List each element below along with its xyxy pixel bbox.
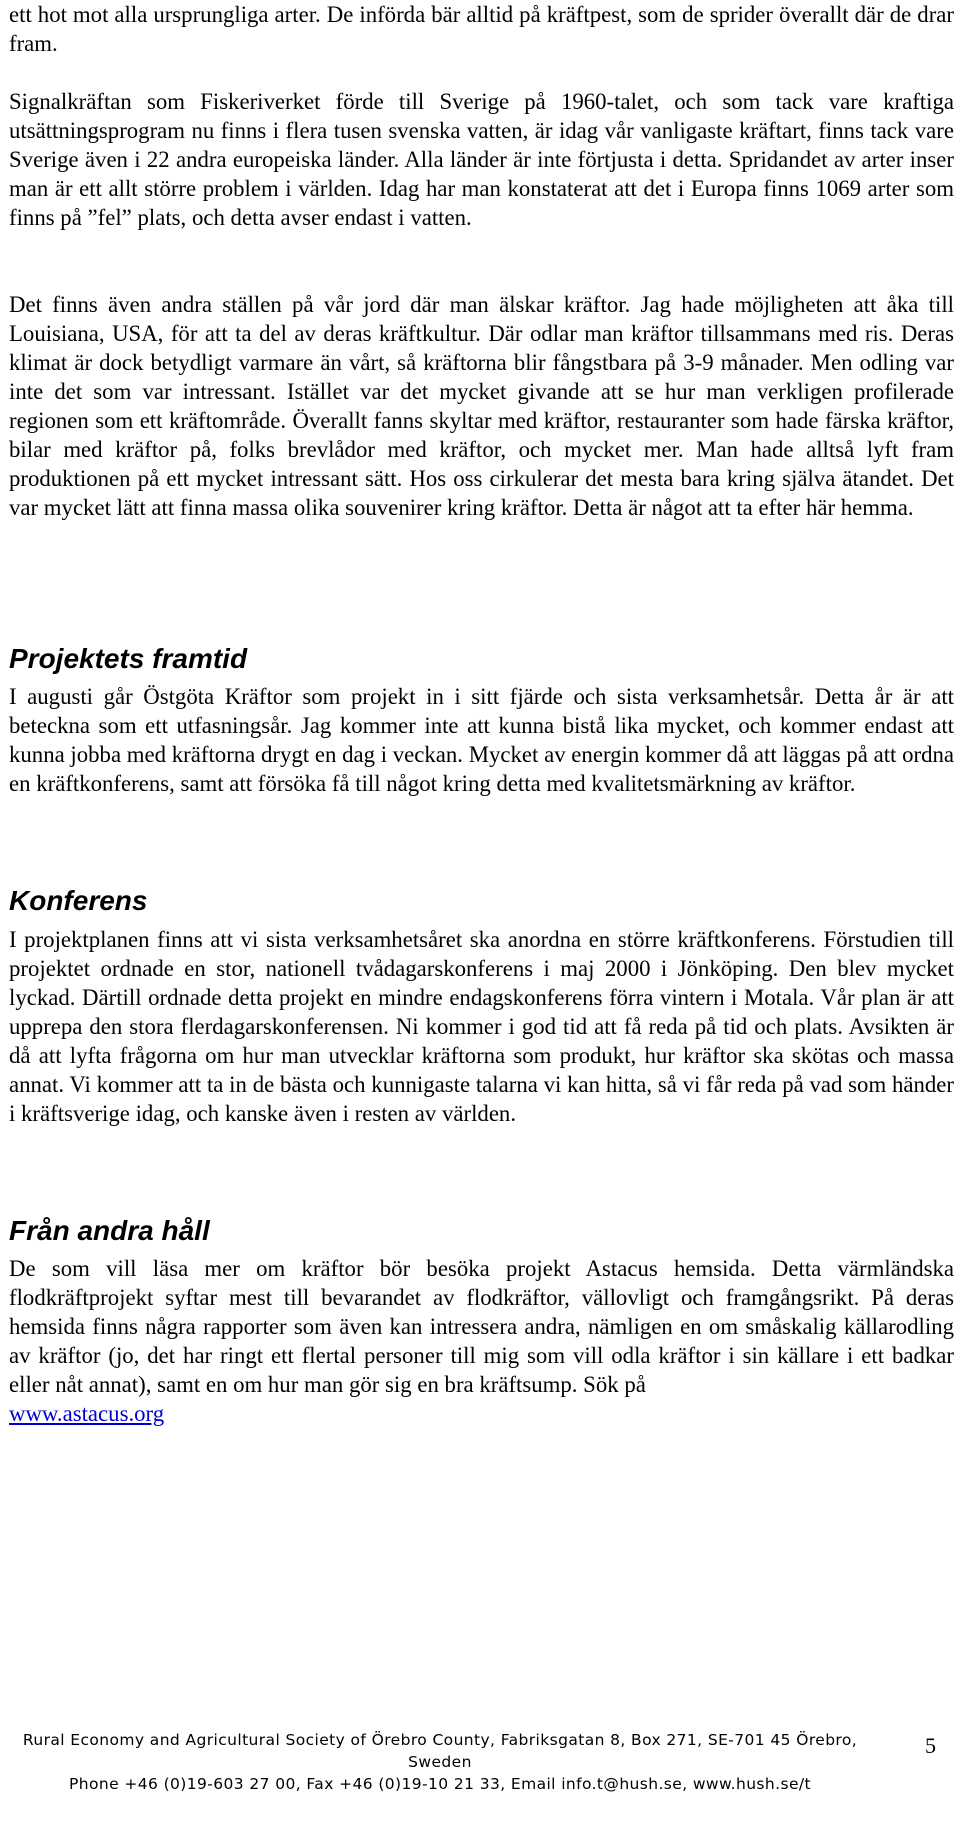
footer-contact: Phone +46 (0)19-603 27 00, Fax +46 (0)19-10 21 33, Email info.t@hush.se, www.hush.se/t xyxy=(69,1775,811,1793)
footer-address: Rural Economy and Agricultural Society of Örebro County, Fabriksgatan 8, Box 271, SE-701 45 Örebro, Sweden xyxy=(22,1731,858,1771)
paragraph-text: ett hot mot alla ursprungliga arter. De införda bär alltid på kräftpest, som de sprider överallt där de drar fram. xyxy=(9,2,954,56)
paragraph-text: Det finns även andra ställen på vår jord där man älskar kräftor. Jag hade möjligheten att åka till Louisiana, USA, för att ta del av deras kräftkultur. Där odlar man kräftor tillsammans med ris. Deras klimat är dock betydligt varmare än vårt, så kräftorna blir fångstbara på 3-9 månader. Men odling var inte det som var intressant. Istället var det mycket givande att se hur man verkligen profilerade regionen som ett kräftområde. Överallt fanns skyltar med kräftor, restauranter som hade färska kräftor, bilar med kräftor på, folks brevlådor med kräftor, och mycket mer. Man hade alltså lyft fram produktionen på ett mycket intressant sätt. Hos oss cirkulerar det mesta bara kring själva ätandet. Det var mycket lätt att finna massa olika souvenirer kring kräftor. Detta är något att ta efter här hemma. xyxy=(9,292,954,520)
heading-konferens: Konferens xyxy=(9,885,148,916)
paragraph-text xyxy=(9,1254,954,1428)
paragraph-text: I projektplanen finns att vi sista verksamhetsåret ska anordna en större kräftkonferens. Förstudien till projektet ordnade en stor, nationell tvådagarskonferens i maj 2000 i Jönköping. Den blev mycket lyckad. Därtill ordnade detta projekt en mindre endagskonferens förra vintern i Motala. Vår plan är att upprepa den stora flerdagarskonferensen. Ni kommer i god tid att få reda på tid och plats. Avsikten är då att lyfta frågorna om hur man utvecklar kräftorna som produkt, hur kräftor ska skötas och massa annat. Vi kommer att ta in de bästa och kunnigaste talarna vi kan hitta, så vi får reda på vad som händer i kräftsverige idag, och kanske även i resten av världen. xyxy=(9,927,954,1126)
section-framtid-body xyxy=(9,682,954,798)
paragraph-body-text: De som vill läsa mer om kräftor bör besöka projekt Astacus hemsida. Detta värmländska flodkräftprojekt syftar mest till bevarandet av flodkräftor, vällovligt och framgångsrikt. På deras hemsida finns några rapporter som även kan intressera andra, nämligen en om småskalig källarodling av kräftor (jo, det har ringt ett flertal personer till mig som vill odla kräftor i sin källare i ett badkar eller nåt annat), samt en om hur man gör sig en bra kräftsump. Sök på xyxy=(9,1256,954,1397)
page-footer xyxy=(10,1729,870,1795)
paragraph-text: Signalkräftan som Fiskeriverket förde till Sverige på 1960-talet, och som tack vare kraftiga utsättningsprogram nu finns i flera tusen svenska vatten, är idag vår vanligaste kräftart, finns tack vare Sverige även i 22 andra europeiska länder. Alla länder är inte förtjusta i detta. Spridandet av arter inser man är ett allt större problem i världen. Idag har man konstaterat att det i Europa finns 1069 arter som finns på ”fel” plats, och detta avser endast i vatten. xyxy=(9,89,954,230)
paragraph-signalkraftan xyxy=(9,87,954,232)
section-andra-body xyxy=(9,1254,954,1428)
paragraph-louisiana xyxy=(9,290,954,522)
page-number: 5 xyxy=(925,1733,936,1758)
astacus-link[interactable]: www.astacus.org xyxy=(9,1401,165,1426)
heading-fran-andra-hall: Från andra håll xyxy=(9,1215,210,1246)
heading-projektets-framtid: Projektets framtid xyxy=(9,643,248,674)
section-konferens-body xyxy=(9,925,954,1128)
paragraph-text: I augusti går Östgöta Kräftor som projekt in i sitt fjärde och sista verksamhetsår. Detta år är att beteckna som ett utfasningsår. Jag kommer inte att kunna bistå lika mycket, och kommer endast att kunna jobba med kräftorna drygt en dag i veckan. Mycket av energin kommer då att läggas på att ordna en kräftkonferens, samt att försöka få till något kring detta med kvalitetsmärkning av kräftor. xyxy=(9,684,954,796)
paragraph-intro-end xyxy=(9,0,954,58)
